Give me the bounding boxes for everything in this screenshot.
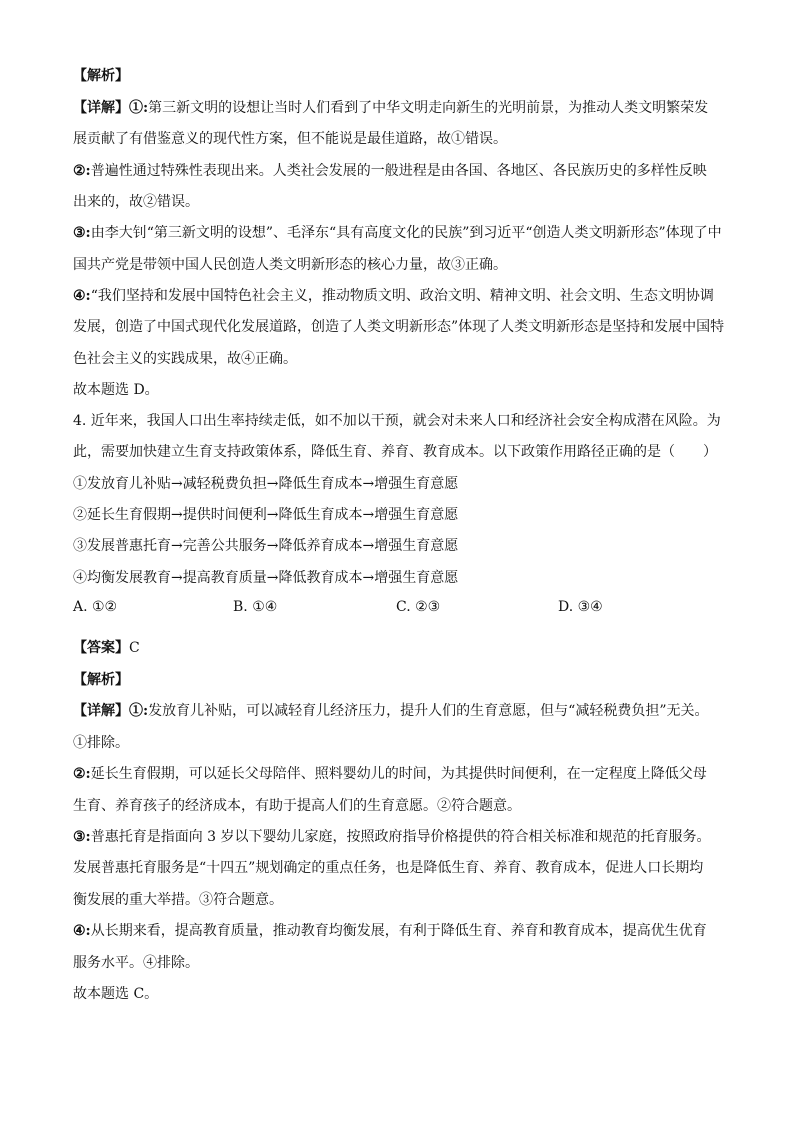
question-line-1: 4. 近年来，我国人口出生率持续走低，如不加以干预，就会对未来人口和经济社会安全构成潜在风险。为 <box>73 413 721 429</box>
detail-label: 【详解】①: <box>73 100 149 116</box>
detail-line-1 <box>73 701 734 721</box>
point-label: ②: <box>73 766 91 782</box>
point-label: ③: <box>73 225 91 241</box>
point-4-line-2: 服务水平。④排除。 <box>73 955 199 971</box>
detail-line-1 <box>73 98 734 118</box>
point-text: 普惠托育是指面向 3 岁以下婴幼儿家庭，按照政府指导价格提供的符合相关标准和规范的托育服务。 <box>90 829 711 845</box>
point-4-line-1 <box>73 921 734 941</box>
detail-text: 第三新文明的设想让当时人们看到了中华文明走向新生的光明前景，为推动人类文明繁荣发 <box>148 100 709 116</box>
answer-value: C <box>129 640 140 656</box>
option-b: B. ①④ <box>233 599 278 615</box>
answer-line <box>73 638 734 658</box>
point-2-line-2: 出来的，故②错误。 <box>73 194 199 210</box>
statement-2: ②延长生育假期→提供时间便利→降低生育成本→增强生育意愿 <box>73 507 459 523</box>
point-4-line-3: 色社会主义的实践成果，故④正确。 <box>73 351 297 367</box>
point-3-line-3: 衡发展的重大举措。③符合题意。 <box>73 892 283 908</box>
option-d: D. ③④ <box>558 599 603 615</box>
point-4-line-2: 发展，创造了中国式现代化发展道路，创造了人类文明新形态”体现了人类文明新形态是坚持和发展中国特 <box>73 319 725 335</box>
point-label: ②: <box>73 163 91 179</box>
point-text: “我们坚持和发展中国特色社会主义，推动物质文明、政治文明、精神文明、社会文明、生态文明协调 <box>90 288 714 304</box>
point-2-line-1 <box>73 764 734 784</box>
analysis-heading: 【解析】 <box>73 672 129 688</box>
conclusion: 故本题选 D。 <box>73 382 159 398</box>
point-text: 从长期来看，提高教育质量，推动教育均衡发展，有利于降低生育、养育和教育成本，提高优生优育 <box>90 923 707 939</box>
option-a: A. ①② <box>73 599 118 615</box>
conclusion: 故本题选 C。 <box>73 986 159 1002</box>
detail-line-2: 展贡献了有借鉴意义的现代性方案，但不能说是最佳道路，故①错误。 <box>73 131 507 147</box>
answer-heading: 【答案】 <box>73 640 129 656</box>
point-label: ④: <box>73 923 91 939</box>
analysis-heading: 【解析】 <box>73 68 129 84</box>
point-text: 由李大钊“第三新文明的设想”、毛泽东“具有高度文化的民族”到习近平“创造人类文明新形态”体现了中 <box>90 225 722 241</box>
statement-4: ④均衡发展教育→提高教育质量→降低教育成本→增强生育意愿 <box>73 570 459 586</box>
point-2-line-1 <box>73 161 734 181</box>
statement-3: ③发展普惠托育→完善公共服务→降低养育成本→增强生育意愿 <box>73 538 459 554</box>
point-3-line-1 <box>73 827 734 847</box>
point-label: ④: <box>73 288 91 304</box>
point-3-line-2: 发展普惠托育服务是“十四五”规划确定的重点任务，也是降低生育、养育、教育成本，促进人口长期均 <box>73 860 704 876</box>
point-text: 普遍性通过特殊性表现出来。人类社会发展的一般进程是由各国、各地区、各民族历史的多样性反映 <box>90 163 707 179</box>
question-line-2: 此，需要加快建立生育支持政策体系，降低生育、养育、教育成本。以下政策作用路径正确的是（ ） <box>73 444 717 460</box>
detail-label: 【详解】①: <box>73 703 149 719</box>
point-3-line-2: 国共产党是带领中国人民创造人类文明新形态的核心力量，故③正确。 <box>73 257 507 273</box>
statement-1: ①发放育儿补贴→减轻税费负担→降低生育成本→增强生育意愿 <box>73 476 459 492</box>
point-2-line-2: 生育、养育孩子的经济成本，有助于提高人们的生育意愿。②符合题意。 <box>73 798 521 814</box>
detail-line-2: ①排除。 <box>73 735 129 751</box>
detail-text: 发放育儿补贴，可以减轻育儿经济压力，提升人们的生育意愿，但与“减轻税费负担”无关。 <box>148 703 709 719</box>
point-3-line-1 <box>73 223 734 243</box>
point-label: ③: <box>73 829 91 845</box>
point-4-line-1 <box>73 286 734 306</box>
option-c: C. ②③ <box>396 599 441 615</box>
point-text: 延长生育假期，可以延长父母陪伴、照料婴幼儿的时间，为其提供时间便利，在一定程度上降低父母 <box>90 766 707 782</box>
